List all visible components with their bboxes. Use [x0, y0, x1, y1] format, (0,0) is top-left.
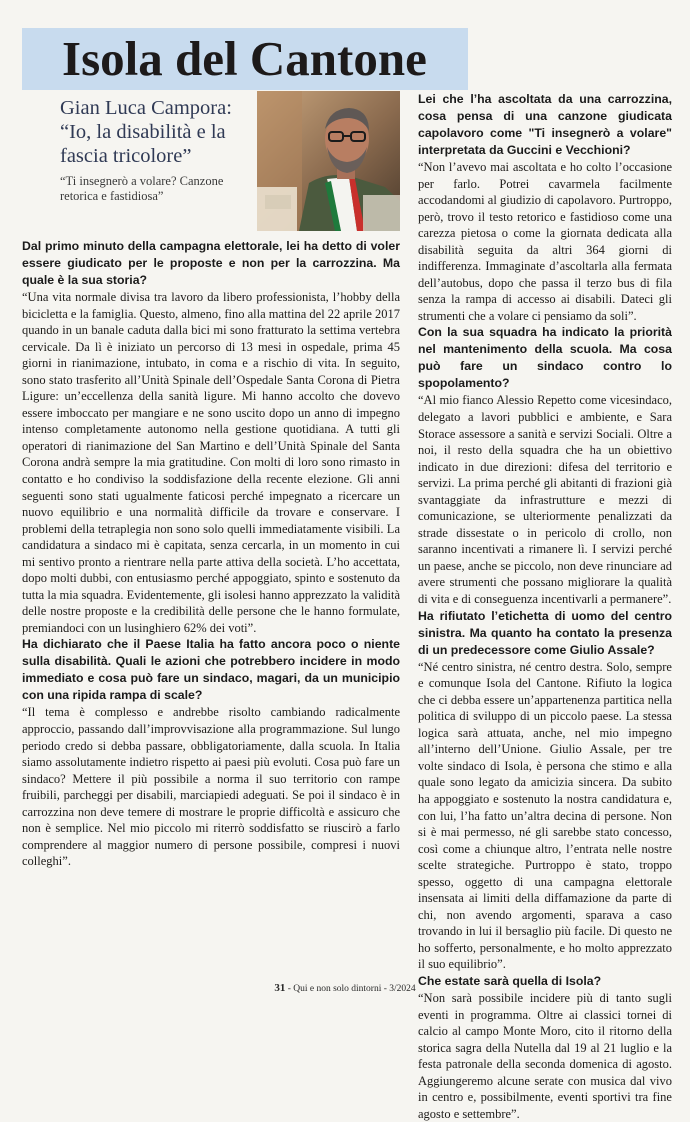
interview-answer: “Non sarà possibile incidere più di tanto sugli eventi in programma. Oltre ai classici tornei di calcio al campo Monte Moro, cito il ritorno della storica sagra della Nutella dal 19 al 21 luglio e la festa patronale della seconda domenica di agosto. Aggiungeremo alcune serate con musica dal vivo in centro e, possibilmente, eventi sportivi tra fine agosto e settembre”.	[418, 990, 672, 1121]
interview-answer: “Non l’avevo mai ascoltata e ho colto l’occasione per farlo. Potrei cavarmela facilmente accodandomi al giudizio di capolavoro. Purtroppo, però, trovo il testo retorico e fastidioso come una carezza pietosa o come la giornata dedicata alla disabilità seguita da altri 364 giorni di indifferenza. Immaginate d’ascoltarla alla fermata dell’autobus, dopo che passa il terzo bus di fila senza la rampa di accesso ai disabili. Dateci gli strumenti che a volare ci pensiamo da soli”.	[418, 160, 672, 323]
article-kicker: “Ti insegnerò a volare? Canzone retorica e fastidiosa”	[60, 174, 224, 203]
interview-answer: “Una vita normale divisa tra lavoro da libero professionista, l’hobby della bicicletta e la famiglia. Questo, almeno, fino alla mattina del 22 aprile 2017 quando in un banale caduta dalla bici mi sono fratturato la settima vertebra cervicale. Da lì è iniziato un percorso di 13 mesi in ospedale, prima 45 giorni in rianimazione, intubato, in coma e a rischio di vita. In seguito, sono stato trasferito all’Unità Spinale dell’Ospedale Santa Corona di Pietra Ligure: un’eccellenza della sanità ligure. Mi hanno accolto che dovevo essere imboccato per mangiare e ne sono uscito dopo un anno di impegno intenso completamente autonomo nella gestione quotidiana. A tutti gli operatori di rianimazione del San Martino e dell’Unità Spinale del Santa Corona andrà sempre la mia gratitudine. Con molti di loro sono rimasto in contatto e ho condiviso la soddisfazione della recente elezione. Gli anni seguenti sono stati ugualmente faticosi perché impegnato a ricercare un nuovo equilibrio e una normalità difficile da trovare e conservare. I problemi della tetraplegia non sono solo quelli immediatamente visibili. La candidatura a sindaco mi è capitata, senza cercarla, in un momento in cui mi sentivo pronto a rientrare nella parte attiva della società. L’ho accettata, dopo molti dubbi, con entusiasmo perché appoggiato, spinto e sostenuto da tutta la mia squadra. Evidentemente, gli isolesi hanno apprezzato la validità delle nostre proposte e la credibilità delle persone che le hanno formulate, premiandoci con un lusinghiero 62% dei voti”.	[22, 290, 400, 635]
interview-question: Ha rifiutato l’etichetta di uomo del centro sinistra. Ma quanto ha contato la presenza di un predecessore come Giulio Assale?	[418, 608, 672, 657]
article-column-left	[22, 238, 400, 870]
article-header	[60, 96, 260, 204]
article-column-right	[418, 91, 672, 1122]
interview-question: Ha dichiarato che il Paese Italia ha fatto ancora poco o niente sulla disabilità. Quali le azioni che potrebbero incidere in modo immediato e cosa può fare un sindaco, magari, da un municipio con una ripida rampa di scale?	[22, 637, 400, 703]
page-footer	[0, 982, 690, 995]
interview-question: Lei che l’ha ascoltata da una carrozzina, cosa pensa di una canzone giudicata capolavoro come "Ti insegnerò a volare" interpretata da Guccini e Vecchioni?	[418, 92, 672, 157]
interview-question: Dal primo minuto della campagna elettorale, lei ha detto di voler essere giudicato per le proposte e non per la carrozzina. Ma quale è la sua storia?	[22, 239, 400, 287]
article-subtitle: Gian Luca Campora: “Io, la disabilità e la fascia tricolore”	[60, 97, 232, 167]
interview-answer: “Al mio fianco Alessio Repetto come vicesindaco, delegato a lavori pubblici e ambiente, e Sara Storace assessore a sanità e servizi Sociali. Oltre a noi, il resto della squadra che ha un obiettivo indicato in due direzioni: difesa del territorio e servizi. La prima perché gli abitanti di frazioni già svantaggiate da infrastrutture e mezzi di comunicazione, se ulteriormente penalizzati da strade dissestate o in pericolo di crollo, non saranno incentivati a rimanere lì. I servizi perché un paese, anche se piccolo, non deve rinunciare ad avere strumenti che possano migliorare la qualità di vita e di conseguenza incentivarli a permanere”.	[418, 393, 672, 607]
interview-answer: “Il tema è complesso e andrebbe risolto cambiando radicalmente approccio, passando dall’improvvisazione alla programmazione. Sul lungo periodo credo si debba passare, obbligatoriamente, dalla scuola. In Italia siamo assolutamente indietro rispetto ai paesi più evoluti. Cosa può fare un sindaco? Mettere il più possibile a norma il suo territorio con rampe fruibili, parcheggi per disabili, marciapiedi adeguati. Se poi il sindaco è in carrozzina non deve temere di mostrare le proprie difficoltà e assicuro che non è semplice. Nel mio piccolo mi riterrò soddisfatto se riuscirò a farlo comprendere al maggior numero di persone possibile, compresi i nuovi colleghi”.	[22, 705, 400, 869]
portrait-illustration	[257, 91, 400, 231]
footer-publication: - Qui e non solo dintorni - 3/2024	[287, 984, 416, 994]
page-title: Isola del Cantone	[62, 31, 427, 86]
page-number: 31	[274, 982, 286, 994]
interview-question: Con la sua squadra ha indicato la priorità nel mantenimento della scuola. Ma cosa può fare un sindaco contro lo spopolamento?	[418, 325, 672, 391]
interview-question: Che estate sarà quella di Isola?	[418, 973, 602, 988]
portrait-photo	[257, 91, 400, 231]
interview-answer: “Né centro sinistra, né centro destra. Solo, sempre e comunque Isola del Cantone. Rifiuto la logica che ci debba essere un’appartenenza partitica nella politica di sviluppo di un piccolo paese. La stessa logica sarà attuata, anche, nel mio impegno all’interno dell’Unione. Giulio Assale, per tre volte sindaco di Isola, è persona che stimo e alla quale sono legato da amicizia sincera. Da subito ha appoggiato e sostenuto la nostra candidatura e, con lui, l’ha fatto un’altra decina di persone. Non si è mai permesso, né gli sarebbe stato concesso, così come a chiunque altro, l’entrata nelle nostre scelte strategiche. Purtroppo è stato, troppo spesso, oggetto di una campagna elettorale insensata ai limiti della diffamazione da parte di chi, non avendo argomenti, sparava a caso trovando in lui il bersaglio più facile. Di questo ne ho sofferto, personalmente, e ho molto apprezzato il suo equilibrio”.	[418, 659, 672, 972]
